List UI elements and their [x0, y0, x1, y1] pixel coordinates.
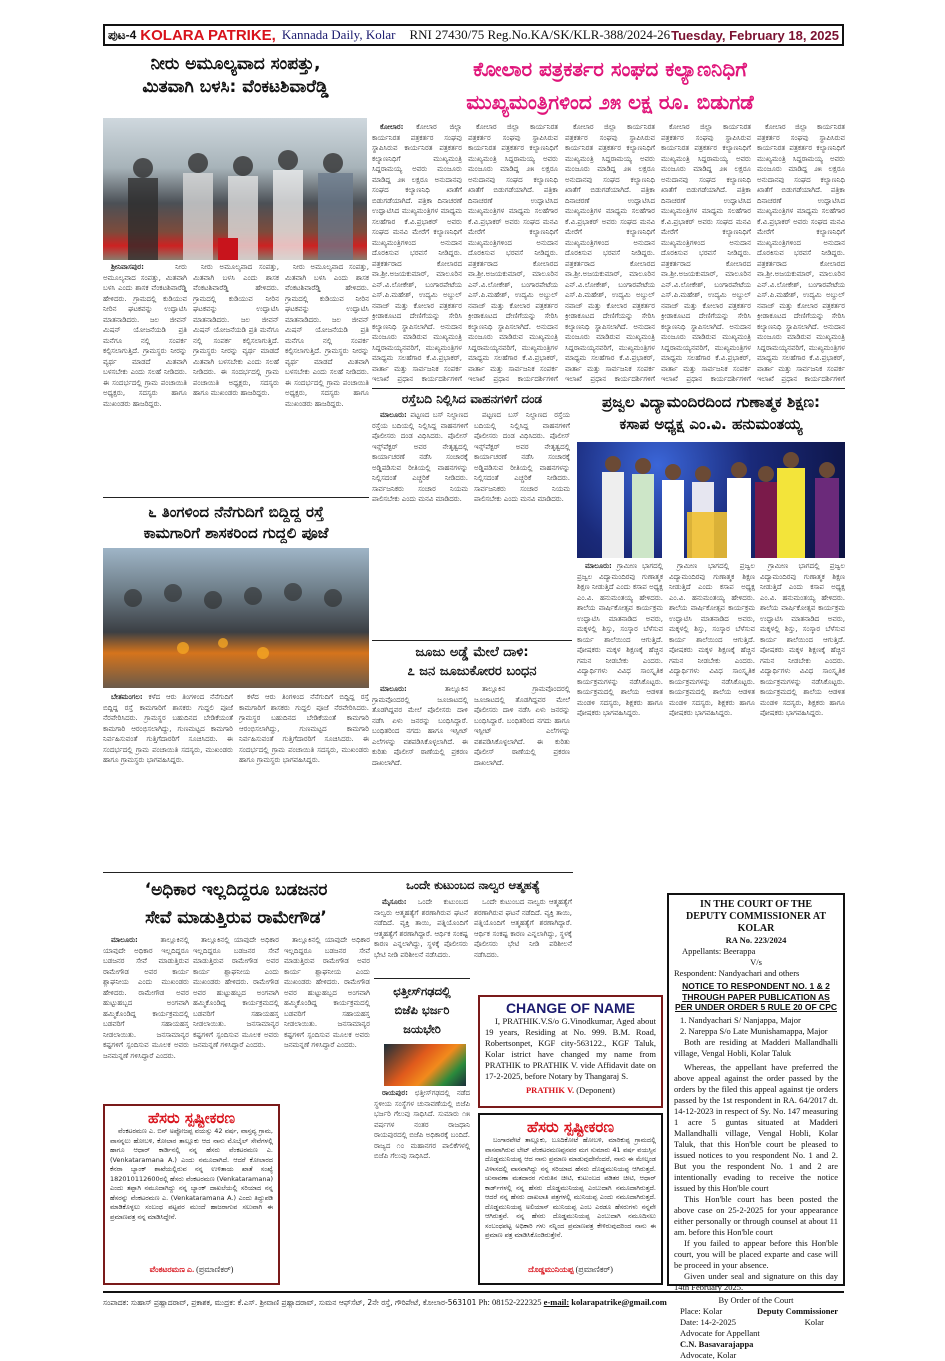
ramegowda-body-2: ತಾಲ್ಲೂಕಿನಲ್ಲಿ ಯಾವುದೇ ಅಧಿಕಾರ ಇಲ್ಲದಿದ್ದರೂ ಬಡಜನರ ಸೇವೆ ಮಾಡುತ್ತಿರುವ ರಾಮೇಗೌಡ ಅವರ ಕಾರ್ಯ ಶ್ಲಾಘನೀಯ ಎಂದು ಮುಖಂಡರು ಹೇಳಿದರು. ರಾಮೇಗೌಡ ಅವರ ಹುಟ್ಟುಹಬ್ಬದ ಅಂಗವಾಗಿ ಹಮ್ಮಿಕೊಂಡಿದ್ದ ಕಾರ್ಯಕ್ರಮದಲ್ಲಿ ಬಡವರಿಗೆ ಸಹಾಯಹಸ್ತ ನೀಡಲಾಯಿತು. ಜನಸಾಮಾನ್ಯರ ಕಷ್ಟಗಳಿಗೆ ಸ್ಪಂದಿಸುವ ಮೂಲಕ ಅವರು ಜನಮನ್ನಣೆ ಗಳಿಸಿದ್ದಾರೆ ಎಂದರು.	[193, 936, 279, 1049]
people-silhouettes-icon	[103, 118, 367, 260]
name-clarification-notice-1	[103, 1104, 280, 1285]
gambling-headline-line2: ೭ ಜನ ಜೂಜುಕೋರರ ಬಂಧನ	[407, 664, 537, 679]
chhattisgarh-dateline: ರಾಯಪುರ:	[382, 1089, 408, 1097]
suicide-article-col-1	[374, 897, 468, 975]
divider	[372, 640, 572, 641]
case-number: RA No. 223/2024	[725, 935, 787, 945]
court-para-3: If you failed to appear before this Hon'ble court, you will be placed exparte and case will be proceed in your absence.	[674, 1237, 838, 1270]
respondent: Respondent: Nandyachari and others	[674, 968, 800, 978]
prajwala-article-col-2	[669, 561, 755, 891]
water-article-col-2	[193, 262, 279, 494]
residence: Both are residing at Madderi Mallandhalli village, Vengal Hobli, Kolar Taluk	[674, 1036, 838, 1058]
clarification-body-text: ಬಂಗಾರಪೇಟೆ ತಾಲ್ಲೂಕು, ಬೂದಿಕೋಟೆ ಹೋಬಳಿ, ಮಾರಿಕುಪ್ಪ ಗ್ರಾಮದಲ್ಲಿ ವಾಸವಾಗಿರುವ ಲೇಟ್ ವೆಂಕಟರಮಣಪ್ಪನವರ ಮಗ ಸುಮಾರು 41 ವರ್ಷ ವಯಸ್ಸಿನ ದೊಡ್ಡಮುನಿಯಪ್ಪ ಆದ ನಾನು ಪ್ರಮಾಣ ಮಾಡುವುದೇನೆಂದರೆ, ನಾನು ಈ ಮೇಲ್ಕಂಡ ವಿಳಾಸದಲ್ಲಿ ವಾಸವಾಗಿದ್ದು ನನ್ನ ಸರಿಯಾದ ಹೆಸರು ದೊಡ್ಡಮುನಿಯಪ್ಪ ಆಗಿರುತ್ತದೆ. ಚುನಾವಣಾ ಮತದಾರರ ಗುರುತಿನ ಚೀಟಿ, ಕುಟುಂಬದ ಪಡಿತರ ಚೀಟಿ, ಆಧಾರ್ ಕಾರ್ಡ್‌ಗಳಲ್ಲಿ ನನ್ನ ಹೆಸರು ದೊಡ್ಡಮುನಿಯಪ್ಪ ಎಂಬುದಾಗಿ ನಮೂದಾಗಿರುತ್ತದೆ. ಆದರೆ ನನ್ನ ಹೆಸರು ದಾಖಲಾತಿ ಪತ್ರಗಳಲ್ಲಿ ಮುನಿಯಪ್ಪ ಎಂದು ನಮೂದಾಗಿರುತ್ತದೆ. ದೊಡ್ಡಮುನಿಯಪ್ಪ ಅಲಿಯಾಸ್ ಮುನಿಯಪ್ಪ ಎಂಬ ಎರಡೂ ಹೆಸರುಗಳು ನನ್ನವೇ ಆಗಿರುತ್ತವೆ. ನನ್ನ ಹೆಸರು ದೊಡ್ಡಮುನಿಯಪ್ಪ ಎಂಬುದಾಗಿ ನಮೂದಿಸಲು ಸಂಬಂಧಪಟ್ಟ ಅಧಿಕಾರಿ ಗಳು ನನ್ನಿಂದ ಪ್ರಮಾಣಪತ್ರ ಕೇಳಿರುವುದರಿಂದ ನಾನು ಈ ಪ್ರಮಾಣ ಪತ್ರ ಮಾಡಿಸಿಕೊಂಡಿರುತ್ತೇನೆ.	[485, 1136, 656, 1239]
newspaper-subtitle: Kannada Daily, Kolar	[281, 27, 396, 42]
water-article-col-3	[285, 262, 369, 494]
welfare-dateline: ಕೋಲಾರ:	[380, 123, 404, 131]
advocate-place: Advocate, Kolar	[680, 1349, 737, 1360]
road-headline-line1: ೬ ತಿಂಗಳಿಂದ ನೆನೆಗುದಿಗೆ ಬಿದ್ದಿದ್ದ ರಸ್ತೆ	[148, 503, 324, 521]
parking-article-col-1	[372, 410, 468, 635]
newspaper-brand: KOLARA PATRIKE,	[140, 26, 276, 44]
chhattisgarh-headline-line3: ಜಯಭೇರಿ	[403, 1022, 441, 1036]
lamp-garland	[687, 512, 727, 558]
ramegowda-body: ತಾಲ್ಲೂಕಿನಲ್ಲಿ ಯಾವುದೇ ಅಧಿಕಾರ ಇಲ್ಲದಿದ್ದರೂ ಬಡಜನರ ಸೇವೆ ಮಾಡುತ್ತಿರುವ ರಾಮೇಗೌಡ ಅವರ ಕಾರ್ಯ ಶ್ಲಾಘನೀಯ ಎಂದು ಮುಖಂಡರು ಹೇಳಿದರು. ರಾಮೇಗೌಡ ಅವರ ಹುಟ್ಟುಹಬ್ಬದ ಅಂಗವಾಗಿ ಹಮ್ಮಿಕೊಂಡಿದ್ದ ಕಾರ್ಯಕ್ರಮದಲ್ಲಿ ಬಡವರಿಗೆ ಸಹಾಯಹಸ್ತ ನೀಡಲಾಯಿತು. ಜನಸಾಮಾನ್ಯರ ಕಷ್ಟಗಳಿಗೆ ಸ್ಪಂದಿಸುವ ಮೂಲಕ ಅವರು ಜನಮನ್ನಣೆ ಗಳಿಸಿದ್ದಾರೆ ಎಂದರು.	[103, 936, 189, 1060]
authority-place: Kolar	[804, 1316, 824, 1327]
change-of-name-notice	[478, 995, 663, 1108]
ramegowda-dateline: ಮಾಲೂರು:	[111, 936, 138, 944]
gambling-body-2: ತಾಲ್ಲೂಕಿನ ಗ್ರಾಮವೊಂದರಲ್ಲಿ ಜೂಜಾಟದಲ್ಲಿ ತೊಡಗಿದ್ದವರ ಮೇಲೆ ಪೊಲೀಸರು ದಾಳಿ ನಡೆಸಿ ಏಳು ಜನರನ್ನು ಬಂಧಿಸಿದ್ದಾರೆ. ಬಂಧಿತರಿಂದ ನಗದು ಹಾಗೂ ಇಸ್ಪೀಟ್ ಎಲೆಗಳನ್ನು ವಶಪಡಿಸಿಕೊಳ್ಳಲಾಗಿದೆ. ಈ ಕುರಿತು ಪೊಲೀಸ್ ಠಾಣೆಯಲ್ಲಿ ಪ್ರಕರಣ ದಾಖಲಾಗಿದೆ.	[474, 685, 570, 767]
gambling-article-col-1	[372, 684, 468, 869]
road-body-2: ಕಳೆದ ಆರು ತಿಂಗಳಿಂದ ನೆನೆಗುದಿಗೆ ಬಿದ್ದಿದ್ದ ರಸ್ತೆ ಕಾಮಗಾರಿಗೆ ಶಾಸಕರು ಗುದ್ದಲಿ ಪೂಜೆ ನೆರವೇರಿಸಿದರು. ಗ್ರಾಮಸ್ಥರ ಬಹುದಿನದ ಬೇಡಿಕೆಯಂತೆ ಕಾಮಗಾರಿ ಆರಂಭಿಸಲಾಗಿದ್ದು, ಗುಣಮಟ್ಟದ ಕಾಮಗಾರಿ ನಿರ್ವಹಿಸುವಂತೆ ಗುತ್ತಿಗೆದಾರರಿಗೆ ಸೂಚಿಸಿದರು. ಈ ಸಂದರ್ಭದಲ್ಲಿ ಗ್ರಾಮ ಪಂಚಾಯಿತಿ ಸದಸ್ಯರು, ಮುಖಂಡರು ಹಾಗೂ ಗ್ರಾಮಸ್ಥರು ಭಾಗವಹಿಸಿದ್ದರು.	[239, 693, 369, 764]
welfare-fund-headline	[380, 53, 840, 119]
chhattisgarh-body: ಛತ್ತೀಸ್‌ಗಢದಲ್ಲಿ ನಡೆದ ಸ್ಥಳೀಯ ಸಂಸ್ಥೆಗಳ ಚುನಾವಣೆಯಲ್ಲಿ ಬಿಜೆಪಿ ಭರ್ಜರಿ ಗೆಲುವು ಸಾಧಿಸಿದೆ. ಸುಮಾರು ೧೫ ವರ್ಷಗಳ ನಂತರ ರಾಜಧಾನಿ ರಾಯಪುರದಲ್ಲಿ ಬಿಜೆಪಿ ಅಧಿಕಾರಕ್ಕೆ ಬಂದಿದೆ. ರಾಜ್ಯದ ೧೦ ಮಹಾನಗರ ಪಾಲಿಕೆಗಳಲ್ಲಿ ಬಿಜೆಪಿ ಗೆಲುವು ಸಾಧಿಸಿದೆ.	[374, 1089, 470, 1160]
notice-heading: NOTICE TO RESPONDENT NO. 1 & 2 THROUGH PAPER PUBLICATION AS PER UNDER ORDER 5 RULE 20 OF CPC	[675, 981, 837, 1012]
ramegowda-headline	[103, 876, 369, 932]
notice-date: Date: 14-2-2025	[680, 1316, 736, 1327]
name-clarification-notice-2	[478, 1113, 663, 1285]
prajwala-headline-line1: ಪ್ರಜ್ವಲ ವಿದ್ಯಾಮಂದಿರದಿಂದ ಗುಣಾತ್ಮಕ ಶಿಕ್ಷಣ:	[602, 393, 820, 411]
prajwala-dateline: ಮಾಲೂರು:	[585, 562, 612, 570]
footer-imprint	[103, 1291, 844, 1308]
parking-article-col-2	[474, 410, 570, 635]
prajwala-article-col-3	[760, 561, 845, 891]
water-body-continued: ನೀರು ಅಮೂಲ್ಯವಾದ ಸಂಪತ್ತು, ಮಿತವಾಗಿ ಬಳಸಿ ಎಂದು ಶಾಸಕ ವೆಂಕಟಶಿವಾರೆಡ್ಡಿ ಹೇಳಿದರು. ಗ್ರಾಮದಲ್ಲಿ ಕುಡಿಯುವ ನೀರಿನ ಘಟಕವನ್ನು ಉದ್ಘಾಟಿಸಿ ಮಾತನಾಡಿದರು. ಜಲ ಜೀವನ್ ಮಿಷನ್ ಯೋಜನೆಯಡಿ ಪ್ರತಿ ಮನೆಗೂ ನಲ್ಲಿ ಸಂಪರ್ಕ ಕಲ್ಪಿಸಲಾಗುತ್ತಿದೆ. ಗ್ರಾಮಸ್ಥರು ನೀರನ್ನು ವ್ಯರ್ಥ ಮಾಡದೆ ಮಿತವಾಗಿ ಬಳಸಬೇಕು ಎಂದು ಸಲಹೆ ನೀಡಿದರು. ಈ ಸಂದರ್ಭದಲ್ಲಿ ಗ್ರಾಮ ಪಂಚಾಯಿತಿ ಅಧ್ಯಕ್ಷರು, ಸದಸ್ಯರು ಹಾಗೂ ಮುಖಂಡರು ಹಾಜರಿದ್ದರು.	[193, 263, 279, 397]
change-of-name-body: I, PRATHIK.V.S/o G.Vinodkumar, Aged about 19 years, Residing at No. 999. B.M. Road, Robertsonpet, KGF city-563122., KGF Taluk, Kolar istrict have changed my name from PRATHIK to PRATHIK V. vide Affidavit date on 17-2-2025, before Notary by Thangaraj S.	[485, 1016, 656, 1081]
prajwala-body-2: ಗ್ರಾಮೀಣ ಭಾಗದಲ್ಲಿ ಪ್ರಜ್ವಲ ವಿದ್ಯಾಮಂದಿರವು ಗುಣಾತ್ಮಕ ಶಿಕ್ಷಣ ನೀಡುತ್ತಿದೆ ಎಂದು ಕಸಾಪ ಅಧ್ಯಕ್ಷ ಎಂ.ವಿ. ಹನುಮಂತಯ್ಯ ಹೇಳಿದರು. ಶಾಲೆಯ ವಾರ್ಷಿಕೋತ್ಸವ ಕಾರ್ಯಕ್ರಮ ಉದ್ಘಾಟಿಸಿ ಮಾತನಾಡಿದ ಅವರು, ಮಕ್ಕಳಲ್ಲಿ ಶಿಸ್ತು, ಸಂಸ್ಕಾರ ಬೆಳೆಸುವ ಕಾರ್ಯ ಶಾಲೆಯಿಂದ ಆಗುತ್ತಿದೆ. ಪೋಷಕರು ಮಕ್ಕಳ ಶಿಕ್ಷಣಕ್ಕೆ ಹೆಚ್ಚಿನ ಗಮನ ನೀಡಬೇಕು ಎಂದರು. ವಿದ್ಯಾರ್ಥಿಗಳು ವಿವಿಧ ಸಾಂಸ್ಕೃತಿಕ ಕಾರ್ಯಕ್ರಮಗಳನ್ನು ನಡೆಸಿಕೊಟ್ಟರು. ಕಾರ್ಯಕ್ರಮದಲ್ಲಿ ಶಾಲೆಯ ಆಡಳಿತ ಮಂಡಳಿ ಸದಸ್ಯರು, ಶಿಕ್ಷಕರು ಹಾಗೂ ಪೋಷಕರು ಭಾಗವಹಿಸಿದ್ದರು.	[669, 562, 755, 717]
parking-dateline: ಮಾಲೂರು:	[380, 411, 407, 419]
prajwala-body: ಗ್ರಾಮೀಣ ಭಾಗದಲ್ಲಿ ಪ್ರಜ್ವಲ ವಿದ್ಯಾಮಂದಿರವು ಗುಣಾತ್ಮಕ ಶಿಕ್ಷಣ ನೀಡುತ್ತಿದೆ ಎಂದು ಕಸಾಪ ಅಧ್ಯಕ್ಷ ಎಂ.ವಿ. ಹನುಮಂತಯ್ಯ ಹೇಳಿದರು. ಶಾಲೆಯ ವಾರ್ಷಿಕೋತ್ಸವ ಕಾರ್ಯಕ್ರಮ ಉದ್ಘಾಟಿಸಿ ಮಾತನಾಡಿದ ಅವರು, ಮಕ್ಕಳಲ್ಲಿ ಶಿಸ್ತು, ಸಂಸ್ಕಾರ ಬೆಳೆಸುವ ಕಾರ್ಯ ಶಾಲೆಯಿಂದ ಆಗುತ್ತಿದೆ. ಪೋಷಕರು ಮಕ್ಕಳ ಶಿಕ್ಷಣಕ್ಕೆ ಹೆಚ್ಚಿನ ಗಮನ ನೀಡಬೇಕು ಎಂದರು. ವಿದ್ಯಾರ್ಥಿಗಳು ವಿವಿಧ ಸಾಂಸ್ಕೃತಿಕ ಕಾರ್ಯಕ್ರಮಗಳನ್ನು ನಡೆಸಿಕೊಟ್ಟರು. ಕಾರ್ಯಕ್ರಮದಲ್ಲಿ ಶಾಲೆಯ ಆಡಳಿತ ಮಂಡಳಿ ಸದಸ್ಯರು, ಶಿಕ್ಷಕರು ಹಾಗೂ ಪೋಷಕರು ಭಾಗವಹಿಸಿದ್ದರು.	[577, 562, 663, 717]
change-of-name-signature	[485, 1085, 656, 1096]
ramegowda-body-3: ತಾಲ್ಲೂಕಿನಲ್ಲಿ ಯಾವುದೇ ಅಧಿಕಾರ ಇಲ್ಲದಿದ್ದರೂ ಬಡಜನರ ಸೇವೆ ಮಾಡುತ್ತಿರುವ ರಾಮೇಗೌಡ ಅವರ ಕಾರ್ಯ ಶ್ಲಾಘನೀಯ ಎಂದು ಮುಖಂಡರು ಹೇಳಿದರು. ರಾಮೇಗೌಡ ಅವರ ಹುಟ್ಟುಹಬ್ಬದ ಅಂಗವಾಗಿ ಹಮ್ಮಿಕೊಂಡಿದ್ದ ಕಾರ್ಯಕ್ರಮದಲ್ಲಿ ಬಡವರಿಗೆ ಸಹಾಯಹಸ್ತ ನೀಡಲಾಯಿತು. ಜನಸಾಮಾನ್ಯರ ಕಷ್ಟಗಳಿಗೆ ಸ್ಪಂದಿಸುವ ಮೂಲಕ ಅವರು ಜನಮನ್ನಣೆ ಗಳಿಸಿದ್ದಾರೆ ಎಂದರು.	[284, 936, 370, 1049]
water-tap-inauguration-photo	[103, 118, 367, 260]
gambling-headline	[372, 643, 572, 681]
clarification-signature	[110, 1264, 273, 1275]
divider	[103, 497, 369, 498]
authority: Deputy Commissioner	[757, 1305, 838, 1316]
road-dateline: ಬೇತಮಂಗಲ:	[111, 693, 143, 701]
place: Place: Kolar	[680, 1305, 723, 1316]
welfare-article-col-5	[757, 122, 845, 384]
appellants: Appellants: Beerappa	[682, 946, 756, 956]
groundbreaking-ceremony-photo	[103, 548, 369, 688]
suicide-body: ಒಂದೇ ಕುಟುಂಬದ ನಾಲ್ವರು ಆತ್ಮಹತ್ಯೆಗೆ ಶರಣಾಗಿರುವ ಘಟನೆ ನಡೆದಿದೆ. ವ್ಯಕ್ತಿ ತಾಯಿ, ಪತ್ನಿಯೊಂದಿಗೆ ಆತ್ಮಹತ್ಯೆಗೆ ಶರಣಾಗಿದ್ದಾರೆ. ಆರ್ಥಿಕ ಸಂಕಷ್ಟ ಕಾರಣ ಎನ್ನಲಾಗಿದ್ದು, ಸ್ಥಳಕ್ಕೆ ಪೊಲೀಸರು ಭೇಟಿ ನೀಡಿ ಪರಿಶೀಲನೆ ನಡೆಸಿದರು.	[374, 898, 468, 959]
water-dateline: ಶ್ರೀನಿವಾಸಪುರ:	[111, 263, 144, 271]
divider	[374, 978, 470, 979]
welfare-body: ಕೋಲಾರ ಜಿಲ್ಲಾ ಕಾರ್ಯನಿರತ ಪತ್ರಕರ್ತರ ಸಂಘವು ಸ್ಥಾಪಿಸಿರುವ ಕಾರ್ಯನಿರತ ಪತ್ರಕರ್ತರ ಕಲ್ಯಾಣನಿಧಿಗೆ ಮುಖ್ಯಮಂತ್ರಿ ಸಿದ್ದರಾಮಯ್ಯ ಅವರು ಮಂಜೂರು ಮಾಡಿದ್ದ ೨೫ ಲಕ್ಷರೂ ಅನುದಾನವು ಸಂಘದ ಕಲ್ಯಾಣನಿಧಿ ಖಾತೆಗೆ ಬಿಡುಗಡೆಯಾಗಿದೆ. ಪತ್ರಿಕಾ ದಿನಾಚರಣೆ ಉದ್ಘಾಟಿಸಿದ ಮುಖ್ಯಮಂತ್ರಿಗಳ ಮಾಧ್ಯಮ ಸಲಹೆಗಾರ ಕೆ.ವಿ.ಪ್ರಭಾಕರ್ ಅವರು ಸಂಘದ ಮನವಿ ಮೇರೆಗೆ ಕಲ್ಯಾಣನಿಧಿಗೆ ಮುಖ್ಯಮಂತ್ರಿಗಳಿಂದ ಅನುದಾನ ದೊರಕಿಸುವ ಭರವಸೆ ನೀಡಿದ್ದರು. ಪತ್ರಕರ್ತರಾದ ಕೋಲಾರದ ವಾ.ಶ್ರೀ.ಅಜಯಕುಮಾರ್, ಮಾಲೂರಿನ ಎನ್.ವಿ.ಲೋಕೇಶ್, ಬಂಗಾರಪೇಟೆಯ ಎಸ್.ಪಿ.ಮಹೇಶ್, ಉದ್ಯಮಿ ಅಬ್ದುಲ್ ನವಾಜ್ ಮತ್ತು ಕೋಲಾರ ಪತ್ರಕರ್ತರ ಕ್ರೀಡಾಕೂಟದ ದೇಣಿಗೆಯನ್ನು ಸೇರಿಸಿ ಕಲ್ಯಾಣನಿಧಿ ಸ್ಥಾಪಿಸಲಾಗಿದೆ. ಅನುದಾನ ಮಂಜೂರು ಮಾಡಿರುವ ಮುಖ್ಯಮಂತ್ರಿ ಸಿದ್ದರಾಮಯ್ಯನವರಿಗೆ, ಮುಖ್ಯಮಂತ್ರಿಗಳ ಮಾಧ್ಯಮ ಸಲಹೆಗಾರ ಕೆ.ವಿ.ಪ್ರಭಾಕರ್, ವಾರ್ತಾ ಮತ್ತು ಸಾರ್ವಜನಿಕ ಸಂಪರ್ಕ ಇಲಾಖೆ ಪ್ರಧಾನ ಕಾರ್ಯದರ್ಶಿಗಳಿಗೆ	[372, 123, 462, 383]
welfare-article-col-3	[565, 122, 655, 384]
ramegowda-article-col-3	[284, 935, 370, 1285]
clarification-title: ಹೆಸರು ಸ್ಪಷ್ಟೀಕರಣ	[148, 1109, 235, 1127]
clarification-body-text: ವೆಂಕಟರಮಣ ಎ. ಬಿನ್ ಅಪ್ಪೋಜಪ್ಪ ವಯಸ್ಸು 42 ವರ್ಷ, ವಾಸ್ತವ್ಯ ಗ್ರಾಮ, ವಾಸನ್ನಲು ಹೋಬಳಿ, ಕೋಲಾರ ತಾಲ್ಲೂಕು ಆದ ನಾನು ಮೊಬೈಲ್ ಸೇವೆಗಳಲ್ಲಿ ಹಾಗೂ ಆಧಾರ್ ಕಾರ್ಡಿನಲ್ಲಿ ನನ್ನ ಹೆಸರು ವೆಂಕಟರಮಣ ಎ.(Venkataramana A.) ಎಂದು ನಮೂದಾಗಿದೆ. ಆದರೆ ಕೋಲಾರದ ಕೆನರಾ ಬ್ಯಾಂಕ್ ಶಾಖೆಯಲ್ಲಿರುವ ನನ್ನ ಉಳಿತಾಯ ಖಾತೆ ಸಂಖ್ಯೆ 182010112600ರಲ್ಲಿ ಹೆಸರು ವೆಂಕಟರಮಣ (Venkataramana) ಎಂದು ತಪ್ಪಾಗಿ ನಮೂದಾಗಿದ್ದು ನನ್ನ ಬ್ಯಾಂಕ್ ದಾಖಲೆಯಲ್ಲಿ ಸರಿಯಾದ ನನ್ನ ಹೆಸರನ್ನು ವೆಂಕಟರಮಣ ಎ. (Venkataramana A.) ಎಂದು ತಿದ್ದುಪಡಿ ಮಾಡಿಕೊಳ್ಳಲು ಸಂಬಂಧ ಪಟ್ಟವರ ಮುಂದೆ ಹಾಜರಾಗುವ ಸಲುವಾಗಿ ಈ ಪ್ರಮಾಣಪತ್ರ ನನ್ನ ಮಾಡಿಸಿದ್ದೇನೆ.	[110, 1127, 273, 1221]
welfare-body-3: ಕೋಲಾರ ಜಿಲ್ಲಾ ಕಾರ್ಯನಿರತ ಪತ್ರಕರ್ತರ ಸಂಘವು ಸ್ಥಾಪಿಸಿರುವ ಕಾರ್ಯನಿರತ ಪತ್ರಕರ್ತರ ಕಲ್ಯಾಣನಿಧಿಗೆ ಮುಖ್ಯಮಂತ್ರಿ ಸಿದ್ದರಾಮಯ್ಯ ಅವರು ಮಂಜೂರು ಮಾಡಿದ್ದ ೨೫ ಲಕ್ಷರೂ ಅನುದಾನವು ಸಂಘದ ಕಲ್ಯಾಣನಿಧಿ ಖಾತೆಗೆ ಬಿಡುಗಡೆಯಾಗಿದೆ. ಪತ್ರಿಕಾ ದಿನಾಚರಣೆ ಉದ್ಘಾಟಿಸಿದ ಮುಖ್ಯಮಂತ್ರಿಗಳ ಮಾಧ್ಯಮ ಸಲಹೆಗಾರ ಕೆ.ವಿ.ಪ್ರಭಾಕರ್ ಅವರು ಸಂಘದ ಮನವಿ ಮೇರೆಗೆ ಕಲ್ಯಾಣನಿಧಿಗೆ ಮುಖ್ಯಮಂತ್ರಿಗಳಿಂದ ಅನುದಾನ ದೊರಕಿಸುವ ಭರವಸೆ ನೀಡಿದ್ದರು. ಪತ್ರಕರ್ತರಾದ ಕೋಲಾರದ ವಾ.ಶ್ರೀ.ಅಜಯಕುಮಾರ್, ಮಾಲೂರಿನ ಎನ್.ವಿ.ಲೋಕೇಶ್, ಬಂಗಾರಪೇಟೆಯ ಎಸ್.ಪಿ.ಮಹೇಶ್, ಉದ್ಯಮಿ ಅಬ್ದುಲ್ ನವಾಜ್ ಮತ್ತು ಕೋಲಾರ ಪತ್ರಕರ್ತರ ಕ್ರೀಡಾಕೂಟದ ದೇಣಿಗೆಯನ್ನು ಸೇರಿಸಿ ಕಲ್ಯಾಣನಿಧಿ ಸ್ಥಾಪಿಸಲಾಗಿದೆ. ಅನುದಾನ ಮಂಜೂರು ಮಾಡಿರುವ ಮುಖ್ಯಮಂತ್ರಿ ಸಿದ್ದರಾಮಯ್ಯನವರಿಗೆ, ಮುಖ್ಯಮಂತ್ರಿಗಳ ಮಾಧ್ಯಮ ಸಲಹೆಗಾರ ಕೆ.ವಿ.ಪ್ರಭಾಕರ್, ವಾರ್ತಾ ಮತ್ತು ಸಾರ್ವಜನಿಕ ಸಂಪರ್ಕ ಇಲಾಖೆ ಪ್ರಧಾನ ಕಾರ್ಯದರ್ಶಿಗಳಿಗೆ	[565, 123, 655, 383]
prajwala-article-col-1	[577, 561, 663, 871]
welfare-headline-line1: ಕೋಲಾರ ಪತ್ರಕರ್ತರ ಸಂಘದ ಕಲ್ಯಾಣನಿಧಿಗೆ	[473, 57, 747, 81]
page-number: ಪುಟ-4	[108, 27, 137, 42]
signatory-role: (Deponent)	[576, 1085, 616, 1095]
suicide-dateline: ಮೈಸೂರು:	[382, 898, 407, 906]
signatory-name: PRATHIK V.	[525, 1085, 575, 1095]
bjp-celebration-photo	[384, 1044, 466, 1086]
road-article-col-2	[239, 692, 369, 867]
suicide-article-col-2	[474, 897, 572, 987]
gambling-article-col-2	[474, 684, 570, 869]
suicide-headline: ಒಂದೇ ಕುಟುಂಬದ ನಾಲ್ವರ ಆತ್ಮಹತ್ಯೆ	[406, 878, 540, 892]
stage-people-icon	[577, 442, 845, 558]
signatory-name: ವೆಂಕಟರಮಣ ಎ.	[149, 1265, 195, 1274]
tap-stand	[218, 238, 238, 260]
chhattisgarh-headline	[374, 982, 470, 1039]
respondent-2: 2. Nareppa S/o Late Munishamappa, Major	[680, 1025, 828, 1036]
respondent-1: 1. Nandyachari S/ Nanjappa, Major	[680, 1014, 801, 1025]
chhattisgarh-article	[374, 1088, 470, 1288]
signatory-role: (ಪ್ರಮಾಣಿಕರ್)	[575, 1265, 613, 1274]
clarification-signature	[485, 1264, 656, 1275]
welfare-body-2: ಕೋಲಾರ ಜಿಲ್ಲಾ ಕಾರ್ಯನಿರತ ಪತ್ರಕರ್ತರ ಸಂಘವು ಸ್ಥಾಪಿಸಿರುವ ಕಾರ್ಯನಿರತ ಪತ್ರಕರ್ತರ ಕಲ್ಯಾಣನಿಧಿಗೆ ಮುಖ್ಯಮಂತ್ರಿ ಸಿದ್ದರಾಮಯ್ಯ ಅವರು ಮಂಜೂರು ಮಾಡಿದ್ದ ೨೫ ಲಕ್ಷರೂ ಅನುದಾನವು ಸಂಘದ ಕಲ್ಯಾಣನಿಧಿ ಖಾತೆಗೆ ಬಿಡುಗಡೆಯಾಗಿದೆ. ಪತ್ರಿಕಾ ದಿನಾಚರಣೆ ಉದ್ಘಾಟಿಸಿದ ಮುಖ್ಯಮಂತ್ರಿಗಳ ಮಾಧ್ಯಮ ಸಲಹೆಗಾರ ಕೆ.ವಿ.ಪ್ರಭಾಕರ್ ಅವರು ಸಂಘದ ಮನವಿ ಮೇರೆಗೆ ಕಲ್ಯಾಣನಿಧಿಗೆ ಮುಖ್ಯಮಂತ್ರಿಗಳಿಂದ ಅನುದಾನ ದೊರಕಿಸುವ ಭರವಸೆ ನೀಡಿದ್ದರು. ಪತ್ರಕರ್ತರಾದ ಕೋಲಾರದ ವಾ.ಶ್ರೀ.ಅಜಯಕುಮಾರ್, ಮಾಲೂರಿನ ಎನ್.ವಿ.ಲೋಕೇಶ್, ಬಂಗಾರಪೇಟೆಯ ಎಸ್.ಪಿ.ಮಹೇಶ್, ಉದ್ಯಮಿ ಅಬ್ದುಲ್ ನವಾಜ್ ಮತ್ತು ಕೋಲಾರ ಪತ್ರಕರ್ತರ ಕ್ರೀಡಾಕೂಟದ ದೇಣಿಗೆಯನ್ನು ಸೇರಿಸಿ ಕಲ್ಯಾಣನಿಧಿ ಸ್ಥಾಪಿಸಲಾಗಿದೆ. ಅನುದಾನ ಮಂಜೂರು ಮಾಡಿರುವ ಮುಖ್ಯಮಂತ್ರಿ ಸಿದ್ದರಾಮಯ್ಯನವರಿಗೆ, ಮುಖ್ಯಮಂತ್ರಿಗಳ ಮಾಧ್ಯಮ ಸಲಹೆಗಾರ ಕೆ.ವಿ.ಪ್ರಭಾಕರ್, ವಾರ್ತಾ ಮತ್ತು ಸಾರ್ವಜನಿಕ ಸಂಪರ್ಕ ಇಲಾಖೆ ಪ್ರಧಾನ ಕಾರ್ಯದರ್ಶಿಗಳಿಗೆ	[468, 123, 558, 383]
suicide-body-2: ಒಂದೇ ಕುಟುಂಬದ ನಾಲ್ವರು ಆತ್ಮಹತ್ಯೆಗೆ ಶರಣಾಗಿರುವ ಘಟನೆ ನಡೆದಿದೆ. ವ್ಯಕ್ತಿ ತಾಯಿ, ಪತ್ನಿಯೊಂದಿಗೆ ಆತ್ಮಹತ್ಯೆಗೆ ಶರಣಾಗಿದ್ದಾರೆ. ಆರ್ಥಿಕ ಸಂಕಷ್ಟ ಕಾರಣ ಎನ್ನಲಾಗಿದ್ದು, ಸ್ಥಳಕ್ಕೆ ಪೊಲೀಸರು ಭೇಟಿ ನೀಡಿ ಪರಿಶೀಲನೆ ನಡೆಸಿದರು.	[474, 898, 572, 959]
divider	[103, 872, 573, 873]
signatory-role: (ಪ್ರಮಾಣಿಕರ್)	[196, 1265, 234, 1274]
clarification-title: ಹೆಸರು ಸ್ಪಷ್ಟೀಕರಣ	[527, 1118, 614, 1136]
parking-body: ಪಟ್ಟಣದ ಬಸ್ ನಿಲ್ದಾಣದ ರಸ್ತೆಯ ಬದಿಯಲ್ಲಿ ನಿಲ್ಲಿಸಿದ್ದ ವಾಹನಗಳಿಗೆ ಪೊಲೀಸರು ದಂಡ ವಿಧಿಸಿದರು. ಪೊಲೀಸ್ ಇನ್ಸ್‌ಪೆಕ್ಟರ್ ಅವರ ನೇತೃತ್ವದಲ್ಲಿ ಕಾರ್ಯಾಚರಣೆ ನಡೆಸಿ ಸಂಚಾರಕ್ಕೆ ಅಡ್ಡಿಪಡಿಸುವ ರೀತಿಯಲ್ಲಿ ವಾಹನಗಳನ್ನು ನಿಲ್ಲಿಸದಂತೆ ಎಚ್ಚರಿಕೆ ನೀಡಿದರು. ಸಾರ್ವಜನಿಕರು ಸಂಚಾರ ನಿಯಮ ಪಾಲಿಸಬೇಕು ಎಂದು ಮನವಿ ಮಾಡಿದರು.	[372, 411, 468, 503]
divider	[372, 388, 845, 389]
court-title	[674, 899, 838, 935]
school-event-photo	[577, 442, 845, 558]
prajwala-body-3: ಗ್ರಾಮೀಣ ಭಾಗದಲ್ಲಿ ಪ್ರಜ್ವಲ ವಿದ್ಯಾಮಂದಿರವು ಗುಣಾತ್ಮಕ ಶಿಕ್ಷಣ ನೀಡುತ್ತಿದೆ ಎಂದು ಕಸಾಪ ಅಧ್ಯಕ್ಷ ಎಂ.ವಿ. ಹನುಮಂತಯ್ಯ ಹೇಳಿದರು. ಶಾಲೆಯ ವಾರ್ಷಿಕೋತ್ಸವ ಕಾರ್ಯಕ್ರಮ ಉದ್ಘಾಟಿಸಿ ಮಾತನಾಡಿದ ಅವರು, ಮಕ್ಕಳಲ್ಲಿ ಶಿಸ್ತು, ಸಂಸ್ಕಾರ ಬೆಳೆಸುವ ಕಾರ್ಯ ಶಾಲೆಯಿಂದ ಆಗುತ್ತಿದೆ. ಪೋಷಕರು ಮಕ್ಕಳ ಶಿಕ್ಷಣಕ್ಕೆ ಹೆಚ್ಚಿನ ಗಮನ ನೀಡಬೇಕು ಎಂದರು. ವಿದ್ಯಾರ್ಥಿಗಳು ವಿವಿಧ ಸಾಂಸ್ಕೃತಿಕ ಕಾರ್ಯಕ್ರಮಗಳನ್ನು ನಡೆಸಿಕೊಟ್ಟರು. ಕಾರ್ಯಕ್ರಮದಲ್ಲಿ ಶಾಲೆಯ ಆಡಳಿತ ಮಂಡಳಿ ಸದಸ್ಯರು, ಶಿಕ್ಷಕರು ಹಾಗೂ ಪೋಷಕರು ಭಾಗವಹಿಸಿದ್ದರು.	[760, 562, 845, 717]
welfare-article-col-2	[468, 122, 558, 384]
ramegowda-headline-line2: ಸೇವೆ ಮಾಡುತ್ತಿರುವ ರಾಮೇಗೌಡ’	[145, 908, 327, 928]
road-body: ಕಳೆದ ಆರು ತಿಂಗಳಿಂದ ನೆನೆಗುದಿಗೆ ಬಿದ್ದಿದ್ದ ರಸ್ತೆ ಕಾಮಗಾರಿಗೆ ಶಾಸಕರು ಗುದ್ದಲಿ ಪೂಜೆ ನೆರವೇರಿಸಿದರು. ಗ್ರಾಮಸ್ಥರ ಬಹುದಿನದ ಬೇಡಿಕೆಯಂತೆ ಕಾಮಗಾರಿ ಆರಂಭಿಸಲಾಗಿದ್ದು, ಗುಣಮಟ್ಟದ ಕಾಮಗಾರಿ ನಿರ್ವಹಿಸುವಂತೆ ಗುತ್ತಿಗೆದಾರರಿಗೆ ಸೂಚಿಸಿದರು. ಈ ಸಂದರ್ಭದಲ್ಲಿ ಗ್ರಾಮ ಪಂಚಾಯಿತಿ ಸದಸ್ಯರು, ಮುಖಂಡರು ಹಾಗೂ ಗ್ರಾಮಸ್ಥರು ಭಾಗವಹಿಸಿದ್ದರು.	[103, 693, 233, 764]
ramegowda-article-col-2	[193, 935, 279, 1098]
email-label: e-mail:	[543, 1297, 570, 1307]
welfare-article-col-4	[661, 122, 751, 384]
water-article-col-1	[103, 262, 187, 482]
court-para-2: This Hon'ble court has been posted the above case on 25-2-2025 for your appearance either personally or through counsel at about 11 am. before this Hon'ble court	[674, 1193, 838, 1237]
court-notice	[667, 893, 845, 1360]
welfare-body-5: ಕೋಲಾರ ಜಿಲ್ಲಾ ಕಾರ್ಯನಿರತ ಪತ್ರಕರ್ತರ ಸಂಘವು ಸ್ಥಾಪಿಸಿರುವ ಕಾರ್ಯನಿರತ ಪತ್ರಕರ್ತರ ಕಲ್ಯಾಣನಿಧಿಗೆ ಮುಖ್ಯಮಂತ್ರಿ ಸಿದ್ದರಾಮಯ್ಯ ಅವರು ಮಂಜೂರು ಮಾಡಿದ್ದ ೨೫ ಲಕ್ಷರೂ ಅನುದಾನವು ಸಂಘದ ಕಲ್ಯಾಣನಿಧಿ ಖಾತೆಗೆ ಬಿಡುಗಡೆಯಾಗಿದೆ. ಪತ್ರಿಕಾ ದಿನಾಚರಣೆ ಉದ್ಘಾಟಿಸಿದ ಮುಖ್ಯಮಂತ್ರಿಗಳ ಮಾಧ್ಯಮ ಸಲಹೆಗಾರ ಕೆ.ವಿ.ಪ್ರಭಾಕರ್ ಅವರು ಸಂಘದ ಮನವಿ ಮೇರೆಗೆ ಕಲ್ಯಾಣನಿಧಿಗೆ ಮುಖ್ಯಮಂತ್ರಿಗಳಿಂದ ಅನುದಾನ ದೊರಕಿಸುವ ಭರವಸೆ ನೀಡಿದ್ದರು. ಪತ್ರಕರ್ತರಾದ ಕೋಲಾರದ ವಾ.ಶ್ರೀ.ಅಜಯಕುಮಾರ್, ಮಾಲೂರಿನ ಎನ್.ವಿ.ಲೋಕೇಶ್, ಬಂಗಾರಪೇಟೆಯ ಎಸ್.ಪಿ.ಮಹೇಶ್, ಉದ್ಯಮಿ ಅಬ್ದುಲ್ ನವಾಜ್ ಮತ್ತು ಕೋಲಾರ ಪತ್ರಕರ್ತರ ಕ್ರೀಡಾಕೂಟದ ದೇಣಿಗೆಯನ್ನು ಸೇರಿಸಿ ಕಲ್ಯಾಣನಿಧಿ ಸ್ಥಾಪಿಸಲಾಗಿದೆ. ಅನುದಾನ ಮಂಜೂರು ಮಾಡಿರುವ ಮುಖ್ಯಮಂತ್ರಿ ಸಿದ್ದರಾಮಯ್ಯನವರಿಗೆ, ಮುಖ್ಯಮಂತ್ರಿಗಳ ಮಾಧ್ಯಮ ಸಲಹೆಗಾರ ಕೆ.ವಿ.ಪ್ರಭಾಕರ್, ವಾರ್ತಾ ಮತ್ತು ಸಾರ್ವಜನಿಕ ಸಂಪರ್ಕ ಇಲಾಖೆ ಪ್ರಧಾನ ಕಾರ್ಯದರ್ಶಿಗಳಿಗೆ	[757, 123, 845, 383]
water-body: ನೀರು ಅಮೂಲ್ಯವಾದ ಸಂಪತ್ತು, ಮಿತವಾಗಿ ಬಳಸಿ ಎಂದು ಶಾಸಕ ವೆಂಕಟಶಿವಾರೆಡ್ಡಿ ಹೇಳಿದರು. ಗ್ರಾಮದಲ್ಲಿ ಕುಡಿಯುವ ನೀರಿನ ಘಟಕವನ್ನು ಉದ್ಘಾಟಿಸಿ ಮಾತನಾಡಿದರು. ಜಲ ಜೀವನ್ ಮಿಷನ್ ಯೋಜನೆಯಡಿ ಪ್ರತಿ ಮನೆಗೂ ನಲ್ಲಿ ಸಂಪರ್ಕ ಕಲ್ಪಿಸಲಾಗುತ್ತಿದೆ. ಗ್ರಾಮಸ್ಥರು ನೀರನ್ನು ವ್ಯರ್ಥ ಮಾಡದೆ ಮಿತವಾಗಿ ಬಳಸಬೇಕು ಎಂದು ಸಲಹೆ ನೀಡಿದರು. ಈ ಸಂದರ್ಭದಲ್ಲಿ ಗ್ರಾಮ ಪಂಚಾಯಿತಿ ಅಧ್ಯಕ್ಷರು, ಸದಸ್ಯರು ಹಾಗೂ ಮುಖಂಡರು ಹಾಜರಿದ್ದರು.	[103, 263, 187, 408]
water-headline-line2: ಮಿತವಾಗಿ ಬಳಸಿ: ವೆಂಕಟಶಿವಾರೆಡ್ಡಿ	[142, 76, 329, 97]
court-para-1: Whereas, the appellant have preferred the above appeal against the order passed by the orders by the filed this appeal against tje orders passed by the 1st respondent in RA. 64/2017 dt. 14-12-2023 in respect of Sy. No. 147 measuring 1 acre 5 guntas situated at Madderi Mallandhalli village, Vengal Hobli, Kolar Taluk, that this Hon'ble court be pleased to issued notices to you respondent No. 1 and 2. But you the respondent No. 1 and 2 are intentionally evading to receive the notice issued by this Hon'ble court	[674, 1061, 838, 1193]
masthead	[103, 24, 844, 46]
court-title-line2: DEPUTY COMMISSIONER AT KOLAR	[685, 911, 826, 934]
welfare-body-4: ಕೋಲಾರ ಜಿಲ್ಲಾ ಕಾರ್ಯನಿರತ ಪತ್ರಕರ್ತರ ಸಂಘವು ಸ್ಥಾಪಿಸಿರುವ ಕಾರ್ಯನಿರತ ಪತ್ರಕರ್ತರ ಕಲ್ಯಾಣನಿಧಿಗೆ ಮುಖ್ಯಮಂತ್ರಿ ಸಿದ್ದರಾಮಯ್ಯ ಅವರು ಮಂಜೂರು ಮಾಡಿದ್ದ ೨೫ ಲಕ್ಷರೂ ಅನುದಾನವು ಸಂಘದ ಕಲ್ಯಾಣನಿಧಿ ಖಾತೆಗೆ ಬಿಡುಗಡೆಯಾಗಿದೆ. ಪತ್ರಿಕಾ ದಿನಾಚರಣೆ ಉದ್ಘಾಟಿಸಿದ ಮುಖ್ಯಮಂತ್ರಿಗಳ ಮಾಧ್ಯಮ ಸಲಹೆಗಾರ ಕೆ.ವಿ.ಪ್ರಭಾಕರ್ ಅವರು ಸಂಘದ ಮನವಿ ಮೇರೆಗೆ ಕಲ್ಯಾಣನಿಧಿಗೆ ಮುಖ್ಯಮಂತ್ರಿಗಳಿಂದ ಅನುದಾನ ದೊರಕಿಸುವ ಭರವಸೆ ನೀಡಿದ್ದರು. ಪತ್ರಕರ್ತರಾದ ಕೋಲಾರದ ವಾ.ಶ್ರೀ.ಅಜಯಕುಮಾರ್, ಮಾಲೂರಿನ ಎನ್.ವಿ.ಲೋಕೇಶ್, ಬಂಗಾರಪೇಟೆಯ ಎಸ್.ಪಿ.ಮಹೇಶ್, ಉದ್ಯಮಿ ಅಬ್ದುಲ್ ನವಾಜ್ ಮತ್ತು ಕೋಲಾರ ಪತ್ರಕರ್ತರ ಕ್ರೀಡಾಕೂಟದ ದೇಣಿಗೆಯನ್ನು ಸೇರಿಸಿ ಕಲ್ಯಾಣನಿಧಿ ಸ್ಥಾಪಿಸಲಾಗಿದೆ. ಅನುದಾನ ಮಂಜೂರು ಮಾಡಿರುವ ಮುಖ್ಯಮಂತ್ರಿ ಸಿದ್ದರಾಮಯ್ಯನವರಿಗೆ, ಮುಖ್ಯಮಂತ್ರಿಗಳ ಮಾಧ್ಯಮ ಸಲಹೆಗಾರ ಕೆ.ವಿ.ಪ್ರಭಾಕರ್, ವಾರ್ತಾ ಮತ್ತು ಸಾರ್ವಜನಿಕ ಸಂಪರ್ಕ ಇಲಾಖೆ ಪ್ರಧಾನ ಕಾರ್ಯದರ್ಶಿಗಳಿಗೆ	[661, 123, 751, 383]
advocate-for: Advocate for Appellant	[680, 1327, 760, 1338]
water-body-continued-2: ನೀರು ಅಮೂಲ್ಯವಾದ ಸಂಪತ್ತು, ಮಿತವಾಗಿ ಬಳಸಿ ಎಂದು ಶಾಸಕ ವೆಂಕಟಶಿವಾರೆಡ್ಡಿ ಹೇಳಿದರು. ಗ್ರಾಮದಲ್ಲಿ ಕುಡಿಯುವ ನೀರಿನ ಘಟಕವನ್ನು ಉದ್ಘಾಟಿಸಿ ಮಾತನಾಡಿದರು. ಜಲ ಜೀವನ್ ಮಿಷನ್ ಯೋಜನೆಯಡಿ ಪ್ರತಿ ಮನೆಗೂ ನಲ್ಲಿ ಸಂಪರ್ಕ ಕಲ್ಪಿಸಲಾಗುತ್ತಿದೆ. ಗ್ರಾಮಸ್ಥರು ನೀರನ್ನು ವ್ಯರ್ಥ ಮಾಡದೆ ಮಿತವಾಗಿ ಬಳಸಬೇಕು ಎಂದು ಸಲಹೆ ನೀಡಿದರು. ಈ ಸಂದರ್ಭದಲ್ಲಿ ಗ್ರಾಮ ಪಂಚಾಯಿತಿ ಅಧ್ಯಕ್ಷರು, ಸದಸ್ಯರು ಹಾಗೂ ಮುಖಂಡರು ಹಾಜರಿದ್ದರು.	[285, 263, 369, 408]
change-of-name-title: CHANGE OF NAME	[505, 1000, 636, 1016]
welfare-headline-line2: ಮುಖ್ಯಮಂತ್ರಿಗಳಿಂದ ೨೫ ಲಕ್ಷ ರೂ. ಬಿಡುಗಡೆ	[466, 90, 754, 114]
court-para-4: Given under seal and signature on this day 14th February 2025.	[674, 1270, 838, 1292]
advocate-name: C.N. Basavarajappa	[680, 1338, 754, 1349]
ramegowda-headline-line1: ‘ಅಧಿಕಾರ ಇಲ್ಲದಿದ್ದರೂ ಬಡಜನರ	[144, 880, 328, 900]
clarification-body	[110, 1127, 273, 1264]
clarification-body	[485, 1136, 656, 1264]
phone: Ph: 08152-222325	[478, 1297, 542, 1307]
welfare-article-col-1	[372, 122, 462, 384]
prajwala-headline-line2: ಕಸಾಪ ಅಧ್ಯಕ್ಷ ಎಂ.ವಿ. ಹನುಮಂತಯ್ಯ	[619, 415, 803, 433]
gambling-headline-line1: ಜೂಜು ಅಡ್ಡೆ ಮೇಲೆ ದಾಳಿ:	[415, 645, 529, 660]
water-headline	[103, 53, 368, 99]
gambling-dateline: ಮಾಲೂರು:	[380, 685, 407, 693]
parking-body-2: ಪಟ್ಟಣದ ಬಸ್ ನಿಲ್ದಾಣದ ರಸ್ತೆಯ ಬದಿಯಲ್ಲಿ ನಿಲ್ಲಿಸಿದ್ದ ವಾಹನಗಳಿಗೆ ಪೊಲೀಸರು ದಂಡ ವಿಧಿಸಿದರು. ಪೊಲೀಸ್ ಇನ್ಸ್‌ಪೆಕ್ಟರ್ ಅವರ ನೇತೃತ್ವದಲ್ಲಿ ಕಾರ್ಯಾಚರಣೆ ನಡೆಸಿ ಸಂಚಾರಕ್ಕೆ ಅಡ್ಡಿಪಡಿಸುವ ರೀತಿಯಲ್ಲಿ ವಾಹನಗಳನ್ನು ನಿಲ್ಲಿಸದಂತೆ ಎಚ್ಚರಿಕೆ ನೀಡಿದರು. ಸಾರ್ವಜನಿಕರು ಸಂಚಾರ ನಿಯಮ ಪಾಲಿಸಬೇಕು ಎಂದು ಮನವಿ ಮಾಡಿದರು.	[474, 411, 570, 503]
ramegowda-article-col-1	[103, 935, 189, 1098]
versus: V/s	[750, 957, 762, 967]
prajwala-headline	[577, 391, 845, 435]
issue-date: Tuesday, February 18, 2025	[671, 27, 839, 43]
registration-number: RNI 27430/75 Reg.No.KA/SK/KLR-388/2024-26	[409, 27, 671, 42]
gambling-body: ತಾಲ್ಲೂಕಿನ ಗ್ರಾಮವೊಂದರಲ್ಲಿ ಜೂಜಾಟದಲ್ಲಿ ತೊಡಗಿದ್ದವರ ಮೇಲೆ ಪೊಲೀಸರು ದಾಳಿ ನಡೆಸಿ ಏಳು ಜನರನ್ನು ಬಂಧಿಸಿದ್ದಾರೆ. ಬಂಧಿತರಿಂದ ನಗದು ಹಾಗೂ ಇಸ್ಪೀಟ್ ಎಲೆಗಳನ್ನು ವಶಪಡಿಸಿಕೊಳ್ಳಲಾಗಿದೆ. ಈ ಕುರಿತು ಪೊಲೀಸ್ ಠಾಣೆಯಲ್ಲಿ ಪ್ರಕರಣ ದಾಖಲಾಗಿದೆ.	[372, 685, 468, 767]
road-headline-line2: ಕಾಮಗಾರಿಗೆ ಶಾಸಕರಿಂದ ಗುದ್ದಲಿ ಪೂಜೆ	[143, 524, 329, 542]
crowd-icon	[103, 548, 369, 688]
chhattisgarh-headline-line1: ಛತ್ತೀಸ್‌ಗಢದಲ್ಲಿ	[393, 984, 451, 998]
road-article-col-1	[103, 692, 233, 867]
parking-fine-headline: ರಸ್ತೆಬದಿ ನಿಲ್ಲಿಸಿದ ವಾಹನಗಳಿಗೆ ದಂಡ	[401, 392, 543, 406]
email-link[interactable]: kolarapatrike@gmail.com	[571, 1297, 667, 1307]
by-order: By Order of the Court	[718, 1294, 794, 1305]
court-title-line1: IN THE COURT OF THE	[699, 899, 813, 910]
date-row	[674, 1317, 838, 1328]
signatory-name: ದೊಡ್ಡಮುನಿಯಪ್ಪ	[528, 1265, 574, 1274]
imprint-text: ಸಂಪಾದಕ: ಸುಹಾಸ್ ಪ್ರಹ್ಲಾದರಾವ್, ಪ್ರಕಾಶಕ, ಮುದ್ರಕ: ಕೆ.ಎಸ್. ಶ್ರೀವಾಣಿ ಪ್ರಹ್ಲಾದರಾವ್, ಸುಮನ ಆಫ್‌ಸೆಟ್, 2ನೇ ರಸ್ತೆ, ಗೌರಿಪೇಟೆ, ಕೋಲಾರ-563101	[103, 1298, 477, 1307]
water-headline-line1: ನೀರು ಅಮೂಲ್ಯವಾದ ಸಂಪತ್ತು,	[150, 54, 321, 74]
road-works-headline	[103, 502, 369, 544]
chhattisgarh-headline-line2: ಬಿಜೆಪಿ ಭರ್ಜರಿ	[394, 1003, 450, 1017]
